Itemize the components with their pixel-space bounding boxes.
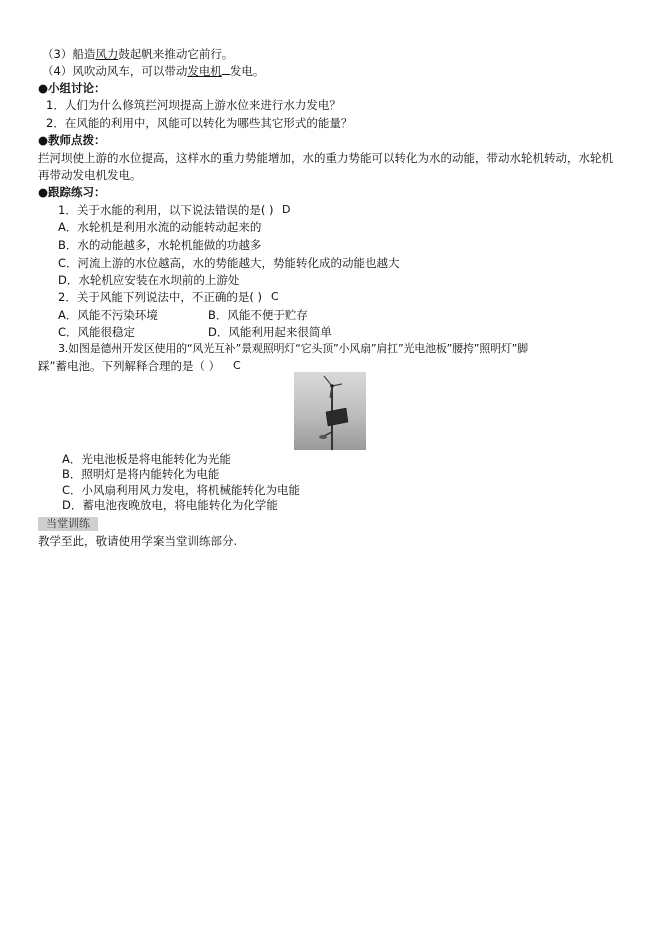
wind-solar-lamp-photo [294,372,366,450]
practice-q3-option-a: A．光电池板是将电能转化为光能 [62,452,231,466]
practice-q3-option-d: D．蓄电池夜晚放电，将电能转化为化学能 [62,498,278,512]
closing-text: 教学至此，敬请使用学案当堂训练部分. [38,534,238,548]
in-class-training-tag: 当堂训练 [38,517,98,531]
heading-group-discussion: ●小组讨论： [38,81,106,95]
wind-solar-lamp-icon [294,372,366,450]
practice-q3-line-2: 踩”蓄电池。下列解释合理的是（ ） [38,359,221,373]
practice-q2: 2．关于风能下列说法中，不正确的是( ) [58,290,262,304]
practice-q3-line-1: 3.如图是德州开发区使用的“风光互补”景观照明灯“它头顶”小风扇”肩扛”光电池板”腰挎”照明灯”脚 [58,342,528,355]
line-4: （4）风吹动风车，可以带动发电机 发电。 [42,64,265,78]
question-2: 2．在风能的利用中，风能可以转化为哪些其它形式的能量？ [46,116,353,130]
practice-q1-answer: D [282,203,291,216]
heading-teacher-tips: ●教师点拨： [38,133,106,147]
teacher-text-2: 再带动发电机发电。 [38,168,142,182]
practice-q1-option-c: C．河流上游的水位越高，水的势能越大，势能转化成的动能也越大 [58,256,400,270]
practice-q2-answer: C [271,290,279,303]
practice-q3-option-c: C．小风扇利用风力发电，将机械能转化为电能 [62,483,301,497]
practice-q3-answer: C [233,359,241,372]
practice-q3-option-b: B．照明灯是将内能转化为电能 [62,467,220,481]
heading-practice: ●跟踪练习： [38,185,106,199]
practice-q2-option-a: A．风能不污染环境 [58,308,158,322]
practice-q1-option-d: D．水轮机应安装在水坝前的上游处 [58,273,240,287]
line-3: （3）船造风力鼓起帆来推动它前行。 [42,47,234,61]
practice-q2-option-c: C．风能很稳定 [58,325,136,339]
question-1: 1．人们为什么修筑拦河坝提高上游水位来进行水力发电？ [46,98,341,112]
practice-q1: 1．关于水能的利用，以下说法错误的是( ) [58,203,274,217]
teacher-text-1: 拦河坝使上游的水位提高，这样水的重力势能增加，水的重力势能可以转化为水的动能，带动水轮机转动，水轮机 [38,151,613,165]
practice-q2-option-b: B．风能不便于贮存 [208,308,308,322]
practice-q1-option-a: A．水轮机是利用水流的动能转动起来的 [58,220,262,234]
practice-q1-option-b: B．水的动能越多，水轮机能做的功越多 [58,238,262,252]
practice-q2-option-d: D．风能利用起来很简单 [208,325,332,339]
